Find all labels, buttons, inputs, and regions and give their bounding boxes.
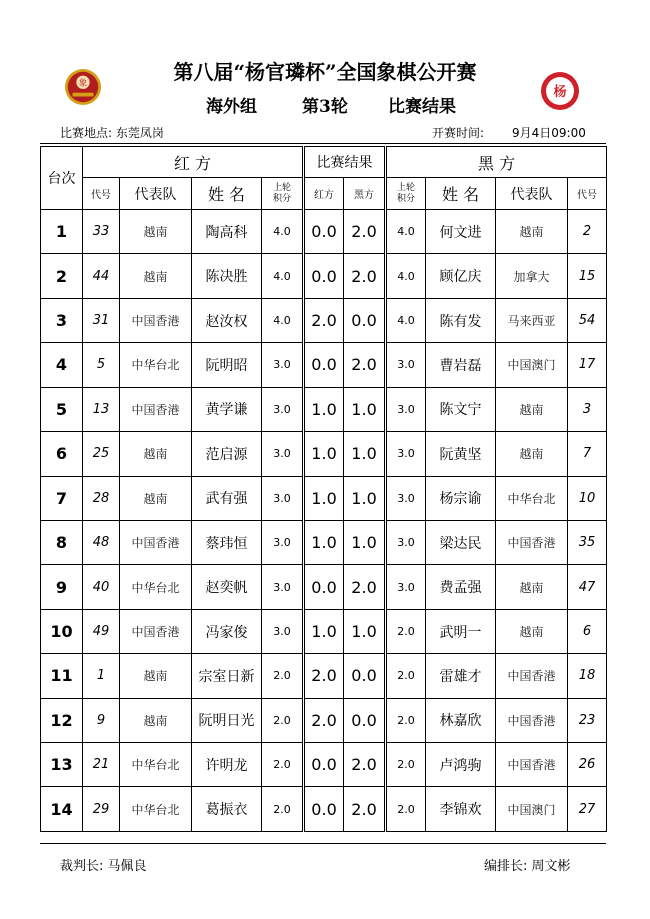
red-name: 宗室日新 <box>192 654 262 698</box>
board-number: 12 <box>41 698 83 742</box>
black-name: 费孟强 <box>426 565 496 609</box>
red-prev-points: 3.0 <box>262 476 304 520</box>
red-code: 40 <box>83 565 120 609</box>
red-prev-points: 2.0 <box>262 654 304 698</box>
table-row <box>41 432 607 476</box>
red-team: 越南 <box>120 476 192 520</box>
red-result: 1.0 <box>304 432 344 476</box>
red-prev-points: 3.0 <box>262 432 304 476</box>
table-row <box>41 387 607 431</box>
black-code: 17 <box>568 343 607 387</box>
red-prev-points-header: 上轮积分 <box>262 178 304 210</box>
red-code: 44 <box>83 254 120 298</box>
red-prev-points: 2.0 <box>262 698 304 742</box>
table-row <box>41 476 607 520</box>
header-row-1 <box>41 147 607 178</box>
black-side-header: 黑 方 <box>386 147 607 178</box>
board-number: 10 <box>41 609 83 653</box>
black-code: 3 <box>568 387 607 431</box>
red-result: 1.0 <box>304 520 344 564</box>
black-prev-points: 3.0 <box>386 387 426 431</box>
red-name: 黄学谦 <box>192 387 262 431</box>
red-code: 1 <box>83 654 120 698</box>
table-row <box>41 254 607 298</box>
red-result: 0.0 <box>304 787 344 832</box>
board-number: 5 <box>41 387 83 431</box>
red-name: 赵奕帆 <box>192 565 262 609</box>
black-name: 雷雄才 <box>426 654 496 698</box>
board-number: 2 <box>41 254 83 298</box>
red-name: 陶高科 <box>192 210 262 254</box>
black-prev-points: 3.0 <box>386 432 426 476</box>
red-prev-points: 4.0 <box>262 210 304 254</box>
red-name: 武有强 <box>192 476 262 520</box>
red-prev-points: 2.0 <box>262 787 304 832</box>
black-result: 2.0 <box>344 343 386 387</box>
red-prev-points: 3.0 <box>262 609 304 653</box>
red-name: 蔡玮恒 <box>192 520 262 564</box>
red-team: 中华台北 <box>120 787 192 832</box>
table-row <box>41 787 607 832</box>
red-result: 0.0 <box>304 743 344 787</box>
black-team: 马来西亚 <box>496 298 568 342</box>
round-label: 第3轮 <box>302 97 348 117</box>
black-prev-points: 2.0 <box>386 698 426 742</box>
black-prev-points: 3.0 <box>386 520 426 564</box>
red-team: 越南 <box>120 254 192 298</box>
black-team: 中国香港 <box>496 698 568 742</box>
black-team: 加拿大 <box>496 254 568 298</box>
red-team: 中华台北 <box>120 743 192 787</box>
red-side-header: 红 方 <box>83 147 304 178</box>
board-number: 14 <box>41 787 83 832</box>
black-team: 越南 <box>496 432 568 476</box>
red-team: 越南 <box>120 698 192 742</box>
board-number: 4 <box>41 343 83 387</box>
black-code: 26 <box>568 743 607 787</box>
logo-left-text: 象 <box>78 78 88 89</box>
doc-type-label: 比赛结果 <box>388 97 456 117</box>
table-row <box>41 343 607 387</box>
black-name: 陈有发 <box>426 298 496 342</box>
black-code: 35 <box>568 520 607 564</box>
black-code: 23 <box>568 698 607 742</box>
black-prev-points: 4.0 <box>386 210 426 254</box>
red-code-header: 代号 <box>83 178 120 210</box>
black-name: 阮黄坚 <box>426 432 496 476</box>
red-name: 冯家俊 <box>192 609 262 653</box>
black-result: 1.0 <box>344 432 386 476</box>
red-result: 0.0 <box>304 210 344 254</box>
red-team: 中国香港 <box>120 387 192 431</box>
red-result: 0.0 <box>304 254 344 298</box>
chief-arranger: 编排长: 周文彬 <box>484 859 571 874</box>
board-number: 7 <box>41 476 83 520</box>
black-code: 2 <box>568 210 607 254</box>
black-result: 2.0 <box>344 565 386 609</box>
black-prev-points: 2.0 <box>386 787 426 832</box>
board-number: 3 <box>41 298 83 342</box>
table-row <box>41 609 607 653</box>
black-code-header: 代号 <box>568 178 607 210</box>
logo-right-text: 杨 <box>553 85 567 100</box>
black-prev-points: 4.0 <box>386 298 426 342</box>
red-result: 2.0 <box>304 698 344 742</box>
red-team: 越南 <box>120 210 192 254</box>
red-team: 越南 <box>120 654 192 698</box>
black-team-header: 代表队 <box>496 178 568 210</box>
red-result: 2.0 <box>304 298 344 342</box>
black-name: 林嘉欣 <box>426 698 496 742</box>
red-result: 0.0 <box>304 565 344 609</box>
black-prev-points: 2.0 <box>386 743 426 787</box>
black-team: 越南 <box>496 387 568 431</box>
black-team: 越南 <box>496 565 568 609</box>
black-team: 中国香港 <box>496 520 568 564</box>
venue-text: 比赛地点: 东莞凤岗 <box>60 126 164 140</box>
red-result: 2.0 <box>304 654 344 698</box>
red-code: 28 <box>83 476 120 520</box>
result-black-header: 黑方 <box>344 178 386 210</box>
red-code: 49 <box>83 609 120 653</box>
black-result: 0.0 <box>344 698 386 742</box>
red-result: 0.0 <box>304 343 344 387</box>
black-name-header: 姓 名 <box>426 178 496 210</box>
red-prev-points: 4.0 <box>262 254 304 298</box>
black-prev-points: 2.0 <box>386 609 426 653</box>
red-name: 许明龙 <box>192 743 262 787</box>
table-row <box>41 654 607 698</box>
red-name-header: 姓 名 <box>192 178 262 210</box>
table-row <box>41 298 607 342</box>
board-number: 13 <box>41 743 83 787</box>
board-number: 8 <box>41 520 83 564</box>
black-name: 李锦欢 <box>426 787 496 832</box>
black-team: 中国澳门 <box>496 343 568 387</box>
black-code: 6 <box>568 609 607 653</box>
board-header: 台次 <box>41 147 83 210</box>
table-row <box>41 565 607 609</box>
black-result: 1.0 <box>344 387 386 431</box>
black-team: 越南 <box>496 609 568 653</box>
black-name: 梁达民 <box>426 520 496 564</box>
red-team: 中国香港 <box>120 298 192 342</box>
black-prev-points: 2.0 <box>386 654 426 698</box>
red-name: 陈决胜 <box>192 254 262 298</box>
black-prev-points: 3.0 <box>386 565 426 609</box>
red-team: 中国香港 <box>120 609 192 653</box>
red-code: 48 <box>83 520 120 564</box>
red-result: 1.0 <box>304 387 344 431</box>
red-name: 阮明日光 <box>192 698 262 742</box>
red-name: 阮明昭 <box>192 343 262 387</box>
black-name: 陈文宁 <box>426 387 496 431</box>
red-prev-points: 2.0 <box>262 743 304 787</box>
black-name: 卢鸿驹 <box>426 743 496 787</box>
black-result: 2.0 <box>344 787 386 832</box>
black-result: 1.0 <box>344 520 386 564</box>
black-prev-points-header: 上轮积分 <box>386 178 426 210</box>
red-name: 范启源 <box>192 432 262 476</box>
red-team: 中华台北 <box>120 343 192 387</box>
red-team: 中华台北 <box>120 565 192 609</box>
black-code: 15 <box>568 254 607 298</box>
header-divider <box>40 143 606 144</box>
black-code: 54 <box>568 298 607 342</box>
chief-referee: 裁判长: 马佩良 <box>60 859 147 874</box>
black-team: 中国澳门 <box>496 787 568 832</box>
red-name: 赵汝权 <box>192 298 262 342</box>
black-result: 2.0 <box>344 210 386 254</box>
red-result: 1.0 <box>304 476 344 520</box>
red-prev-points: 3.0 <box>262 343 304 387</box>
black-name: 杨宗谕 <box>426 476 496 520</box>
board-number: 9 <box>41 565 83 609</box>
red-result: 1.0 <box>304 609 344 653</box>
table-row <box>41 743 607 787</box>
red-code: 33 <box>83 210 120 254</box>
black-result: 2.0 <box>344 743 386 787</box>
black-code: 18 <box>568 654 607 698</box>
black-result: 0.0 <box>344 298 386 342</box>
board-number: 1 <box>41 210 83 254</box>
red-prev-points: 4.0 <box>262 298 304 342</box>
black-prev-points: 3.0 <box>386 476 426 520</box>
black-result: 2.0 <box>344 254 386 298</box>
red-code: 29 <box>83 787 120 832</box>
black-code: 47 <box>568 565 607 609</box>
black-prev-points: 3.0 <box>386 343 426 387</box>
black-team: 中国香港 <box>496 654 568 698</box>
red-prev-points: 3.0 <box>262 520 304 564</box>
result-red-header: 红方 <box>304 178 344 210</box>
black-prev-points: 4.0 <box>386 254 426 298</box>
black-code: 27 <box>568 787 607 832</box>
red-code: 13 <box>83 387 120 431</box>
board-number: 11 <box>41 654 83 698</box>
black-team: 越南 <box>496 210 568 254</box>
black-name: 曹岩磊 <box>426 343 496 387</box>
red-prev-points: 3.0 <box>262 387 304 431</box>
black-result: 1.0 <box>344 609 386 653</box>
footer-divider <box>40 843 606 844</box>
red-code: 21 <box>83 743 120 787</box>
black-name: 何文进 <box>426 210 496 254</box>
red-prev-points: 3.0 <box>262 565 304 609</box>
start-time-label: 开赛时间: <box>432 126 485 140</box>
red-name: 葛振衣 <box>192 787 262 832</box>
header-row-2 <box>41 178 607 210</box>
black-code: 7 <box>568 432 607 476</box>
red-team: 越南 <box>120 432 192 476</box>
black-team: 中国香港 <box>496 743 568 787</box>
red-code: 9 <box>83 698 120 742</box>
black-name: 顾亿庆 <box>426 254 496 298</box>
black-team: 中华台北 <box>496 476 568 520</box>
page-title: 第八届“杨官璘杯”全国象棋公开赛 <box>173 60 477 84</box>
pairing-results-table <box>40 146 607 832</box>
table-row <box>41 520 607 564</box>
black-result: 0.0 <box>344 654 386 698</box>
board-number: 6 <box>41 432 83 476</box>
red-code: 31 <box>83 298 120 342</box>
result-header: 比赛结果 <box>304 147 386 178</box>
black-result: 1.0 <box>344 476 386 520</box>
table-row <box>41 698 607 742</box>
start-time-value: 9月4日09:00 <box>512 126 586 140</box>
red-code: 5 <box>83 343 120 387</box>
group-label: 海外组 <box>206 97 257 117</box>
red-team-header: 代表队 <box>120 178 192 210</box>
table-row <box>41 210 607 254</box>
black-name: 武明一 <box>426 609 496 653</box>
red-code: 25 <box>83 432 120 476</box>
red-team: 中国香港 <box>120 520 192 564</box>
black-code: 10 <box>568 476 607 520</box>
